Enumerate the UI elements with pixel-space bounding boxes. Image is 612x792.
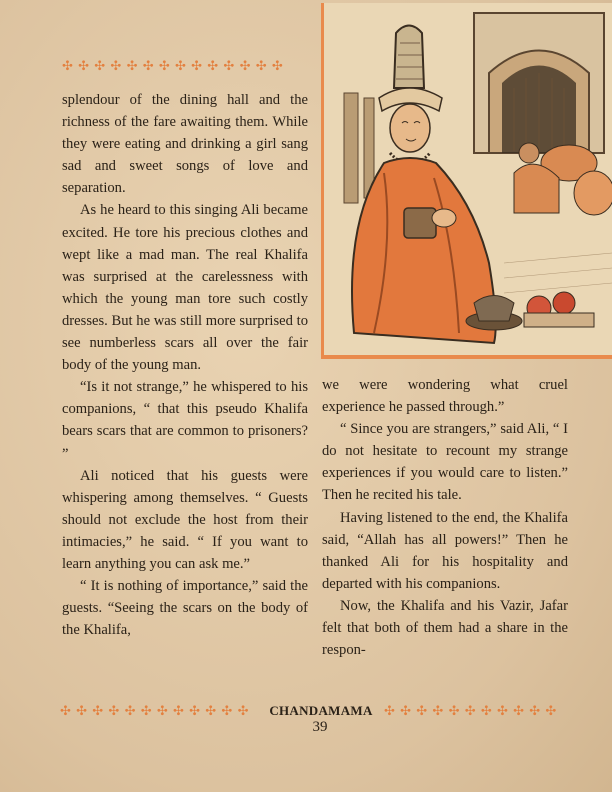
arabian-palace-scene-illustration — [324, 3, 612, 355]
paragraph-7: “ Since you are strangers,” said Ali, “ I do not hesitate to recount my strange experiences if you would care to listen.” Then he recited his tale. — [322, 421, 568, 504]
left-text-column — [62, 89, 308, 641]
footer-ornament-right: ✣ ✣ ✣ ✣ ✣ ✣ ✣ ✣ ✣ ✣ ✣ — [384, 703, 558, 718]
top-ornament-border: ✣ ✣ ✣ ✣ ✣ ✣ ✣ ✣ ✣ ✣ ✣ ✣ ✣ ✣ — [62, 58, 284, 73]
right-text-column — [322, 374, 568, 661]
magazine-title: CHANDAMAMA — [269, 703, 373, 718]
paragraph-6: we were wondering what cruel experience he passed through.” — [322, 377, 568, 416]
paragraph-1: splendour of the dining hall and the richness of the fare awaiting them. While they were eating and drinking a girl sang sad and sweet songs of love and separation. — [62, 92, 308, 197]
paragraph-8: Having listened to the end, the Khalifa said, “Allah has all powers!” Then he thanked Ali for his hospitality and departed with his companions. — [322, 509, 568, 592]
story-illustration — [321, 3, 612, 359]
paragraph-5: “ It is nothing of importance,” said the guests. “Seeing the scars on the body of the Khalifa, — [62, 578, 308, 639]
paragraph-2: As he heard to this singing Ali became excited. He tore his precious clothes and wept like a mad man. The real Khalifa was surprised at the carelessness with which the young man tore such costly dresses. But he was still more surprised to see numberless scars all over the fair body of the young man. — [62, 202, 308, 374]
paragraph-4: Ali noticed that his guests were whispering among themselves. “ Guests should not exclude the host from their intimacies,” he said. “ If you want to learn anything you can ask me.” — [62, 467, 308, 572]
paragraph-3: “Is it not strange,” he whispered to his companions, “ that this pseudo Khalifa bears scars that are common to prisoners? ” — [62, 379, 308, 462]
page-number: 39 — [312, 719, 328, 735]
paragraph-9: Now, the Khalifa and his Vazir, Jafar felt that both of them had a share in the respon- — [322, 597, 568, 659]
footer-ornament-left: ✣ ✣ ✣ ✣ ✣ ✣ ✣ ✣ ✣ ✣ ✣ ✣ — [60, 703, 250, 718]
